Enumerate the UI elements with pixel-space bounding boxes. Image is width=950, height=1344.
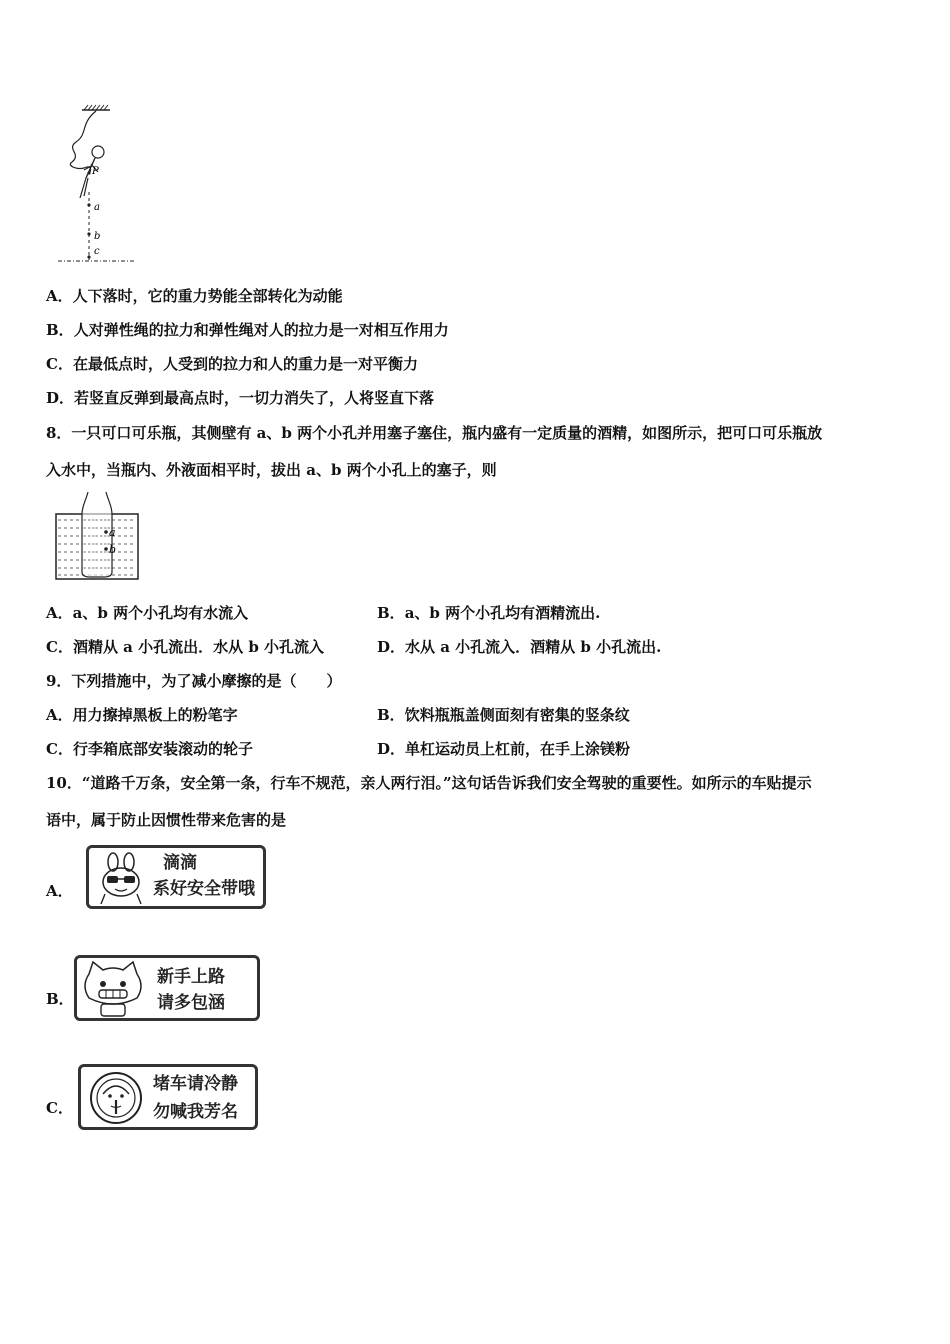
option-text: a、b 两个小孔均有酒精流出. [404, 604, 601, 622]
q10-stem-line1: 10．“道路千万条，安全第一条，行车不规范，亲人两行泪。”这句话告诉我们安全驾驶的重要性。如所示的车贴提示 [46, 774, 812, 792]
q9-option-a[interactable] [46, 705, 238, 725]
rabbit-sunglasses-icon [95, 852, 149, 906]
q10-option-c-sticker[interactable] [78, 1064, 258, 1130]
option-text: 人对弹性绳的拉力和弹性绳对人的拉力是一对相互作用力 [73, 321, 449, 339]
option-label: A． [46, 287, 73, 305]
q9-option-d[interactable] [377, 739, 630, 759]
bottle-in-water-figure [54, 490, 144, 582]
option-label: C． [46, 638, 73, 656]
q10-option-a-label[interactable]: A． [46, 882, 73, 900]
cat-face-icon [79, 960, 147, 1020]
q8-option-a[interactable] [46, 603, 248, 623]
hole-a-label: a [109, 526, 116, 539]
option-text: 饮料瓶瓶盖侧面刻有密集的竖条纹 [404, 706, 630, 724]
q9-stem: 9．下列措施中，为了减小摩擦的是（ ） [46, 672, 342, 690]
q10-option-b-sticker[interactable] [74, 955, 260, 1021]
option-label: B． [377, 604, 405, 622]
q10-option-c-label[interactable]: C． [46, 1099, 73, 1117]
q7-option-c[interactable] [46, 354, 418, 374]
option-label: B． [46, 321, 74, 339]
option-label: B． [377, 706, 405, 724]
option-text: 单杠运动员上杠前，在手上涂镁粉 [405, 740, 631, 758]
sticker-line2: 系好安全带哦 [153, 879, 255, 899]
q10-option-b-label[interactable]: B． [46, 990, 74, 1008]
option-text: 行李箱底部安装滚动的轮子 [72, 740, 253, 758]
girl-shush-icon [87, 1070, 145, 1126]
sticker-line1: 滴滴 [163, 853, 197, 873]
q8-option-c[interactable] [46, 637, 324, 657]
option-label: A． [46, 604, 73, 622]
sticker-line2: 请多包涵 [157, 993, 225, 1013]
option-label: D． [377, 740, 406, 758]
q10-stem-line2: 语中，属于防止因惯性带来危害的是 [46, 811, 287, 829]
q8-stem-line2: 入水中，当瓶内、外液面相平时，拔出 a、b 两个小孔上的塞子，则 [46, 461, 497, 479]
option-label: C． [46, 355, 73, 373]
option-text: 水从 a 小孔流入．酒精从 b 小孔流出. [405, 638, 662, 656]
option-text: 若竖直反弹到最高点时，一切力消失了，人将竖直下落 [74, 389, 435, 407]
option-text: 在最低点时，人受到的拉力和人的重力是一对平衡力 [72, 355, 418, 373]
point-c-label: c [94, 246, 100, 257]
q8-option-b[interactable] [377, 603, 600, 623]
q7-option-d[interactable] [46, 388, 434, 408]
q8-stem-line1: 8．一只可口可乐瓶，其侧壁有 a、b 两个小孔并用塞子塞住，瓶内盛有一定质量的酒精，如图所示，把可口可乐瓶放 [46, 424, 823, 442]
q8-option-d[interactable] [377, 637, 661, 657]
point-a-label: a [94, 202, 100, 213]
sticker-line1: 新手上路 [157, 967, 225, 987]
q10-option-a-sticker[interactable] [86, 845, 266, 909]
hole-b-label: b [109, 543, 117, 556]
point-p-label: P [92, 166, 99, 177]
q9-option-b[interactable] [377, 705, 630, 725]
sticker-line1: 堵车请冷静 [153, 1074, 238, 1094]
option-text: 酒精从 a 小孔流出．水从 b 小孔流入 [72, 638, 325, 656]
bungee-jump-figure [58, 104, 138, 266]
option-label: D． [377, 638, 406, 656]
q7-option-b[interactable] [46, 320, 449, 340]
option-label: D． [46, 389, 75, 407]
q7-option-a[interactable] [46, 286, 343, 306]
q9-option-c[interactable] [46, 739, 253, 759]
option-text: 用力擦掉黑板上的粉笔字 [72, 706, 238, 724]
point-b-label: b [94, 231, 101, 242]
option-label: A． [46, 706, 73, 724]
sticker-line2: 勿喊我芳名 [153, 1102, 238, 1122]
option-text: 人下落时，它的重力势能全部转化为动能 [72, 287, 343, 305]
option-text: a、b 两个小孔均有水流入 [72, 604, 249, 622]
option-label: C． [46, 740, 73, 758]
